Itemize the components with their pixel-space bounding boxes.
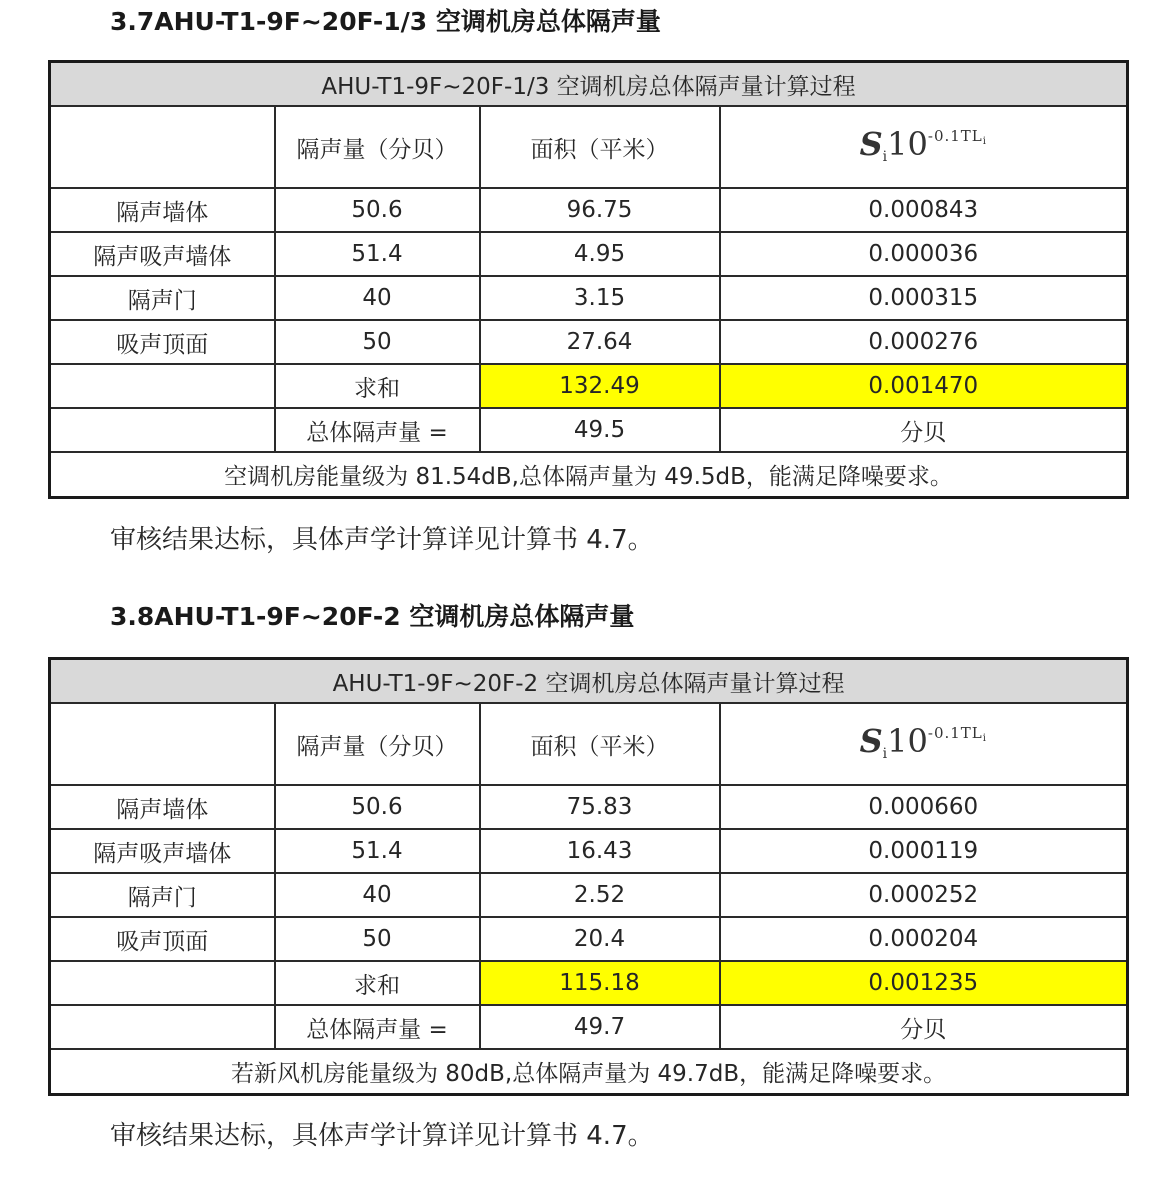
total-row — [50, 1005, 1128, 1049]
row-tl: 51.4 — [275, 829, 480, 873]
row-name: 吸声顶面 — [50, 320, 275, 364]
row-name: 隔声吸声墙体 — [50, 829, 275, 873]
row-name: 隔声墙体 — [50, 785, 275, 829]
table-header-row — [50, 703, 1128, 785]
row-value: 0.000252 — [720, 873, 1128, 917]
row-name: 隔声门 — [50, 873, 275, 917]
row-tl: 50 — [275, 917, 480, 961]
table-row — [50, 785, 1128, 829]
total-unit: 分贝 — [720, 408, 1128, 452]
row-name: 隔声墙体 — [50, 188, 275, 232]
calc-table-3-8 — [48, 657, 1129, 1096]
sum-area: 115.18 — [480, 961, 720, 1005]
row-name: 隔声门 — [50, 276, 275, 320]
header-formula — [720, 106, 1128, 188]
total-value: 49.7 — [480, 1005, 720, 1049]
row-value: 0.000660 — [720, 785, 1128, 829]
total-unit: 分贝 — [720, 1005, 1128, 1049]
total-label: 总体隔声量 = — [275, 1005, 480, 1049]
row-tl: 50.6 — [275, 188, 480, 232]
table-row — [50, 917, 1128, 961]
sum-area: 132.49 — [480, 364, 720, 408]
calc-table-3-7 — [48, 60, 1129, 499]
row-area: 4.95 — [480, 232, 720, 276]
total-row — [50, 408, 1128, 452]
table-row — [50, 829, 1128, 873]
header-area: 面积（平米） — [480, 703, 720, 785]
formula-expression: $S_i10^{-0.1TL_i}$ — [859, 722, 987, 762]
header-tl: 隔声量（分贝） — [275, 703, 480, 785]
row-name: 吸声顶面 — [50, 917, 275, 961]
table-row — [50, 232, 1128, 276]
header-formula — [720, 703, 1128, 785]
sum-label: 求和 — [275, 961, 480, 1005]
table-title-row — [50, 659, 1128, 704]
sum-row — [50, 961, 1128, 1005]
row-tl: 50 — [275, 320, 480, 364]
sum-value: 0.001235 — [720, 961, 1128, 1005]
row-value: 0.000315 — [720, 276, 1128, 320]
total-label: 总体隔声量 = — [275, 408, 480, 452]
result-text-3-8: 审核结果达标，具体声学计算详见计算书 4.7。 — [110, 1121, 654, 1151]
section-heading-3-7: 3.7AHU-T1-9F~20F-1/3 空调机房总体隔声量 — [110, 7, 661, 36]
row-area: 96.75 — [480, 188, 720, 232]
table-header-row — [50, 106, 1128, 188]
table-note: 空调机房能量级为 81.54dB,总体隔声量为 49.5dB，能满足降噪要求。 — [50, 452, 1128, 498]
formula-expression: $S_i10^{-0.1TL_i}$ — [859, 125, 987, 165]
row-name: 隔声吸声墙体 — [50, 232, 275, 276]
sum-blank-cell — [50, 364, 275, 408]
row-area: 16.43 — [480, 829, 720, 873]
row-value: 0.000276 — [720, 320, 1128, 364]
result-text-3-7: 审核结果达标，具体声学计算详见计算书 4.7。 — [110, 525, 654, 555]
note-row — [50, 452, 1128, 498]
header-tl: 隔声量（分贝） — [275, 106, 480, 188]
sum-row — [50, 364, 1128, 408]
header-blank-cell — [50, 106, 275, 188]
row-tl: 40 — [275, 873, 480, 917]
row-value: 0.000843 — [720, 188, 1128, 232]
total-value: 49.5 — [480, 408, 720, 452]
table-title: AHU-T1-9F~20F-1/3 空调机房总体隔声量计算过程 — [50, 62, 1128, 107]
row-area: 20.4 — [480, 917, 720, 961]
row-value: 0.000036 — [720, 232, 1128, 276]
table-row — [50, 320, 1128, 364]
row-area: 27.64 — [480, 320, 720, 364]
row-area: 2.52 — [480, 873, 720, 917]
header-blank-cell — [50, 703, 275, 785]
table-row — [50, 873, 1128, 917]
table-row — [50, 276, 1128, 320]
total-blank-cell — [50, 408, 275, 452]
row-tl: 40 — [275, 276, 480, 320]
row-area: 75.83 — [480, 785, 720, 829]
table-note: 若新风机房能量级为 80dB,总体隔声量为 49.7dB，能满足降噪要求。 — [50, 1049, 1128, 1095]
note-row — [50, 1049, 1128, 1095]
row-tl: 50.6 — [275, 785, 480, 829]
table-title-row — [50, 62, 1128, 107]
row-value: 0.000204 — [720, 917, 1128, 961]
sum-label: 求和 — [275, 364, 480, 408]
row-value: 0.000119 — [720, 829, 1128, 873]
table-title: AHU-T1-9F~20F-2 空调机房总体隔声量计算过程 — [50, 659, 1128, 704]
section-heading-3-8: 3.8AHU-T1-9F~20F-2 空调机房总体隔声量 — [110, 602, 635, 631]
row-area: 3.15 — [480, 276, 720, 320]
row-tl: 51.4 — [275, 232, 480, 276]
table-row — [50, 188, 1128, 232]
header-area: 面积（平米） — [480, 106, 720, 188]
sum-value: 0.001470 — [720, 364, 1128, 408]
total-blank-cell — [50, 1005, 275, 1049]
sum-blank-cell — [50, 961, 275, 1005]
